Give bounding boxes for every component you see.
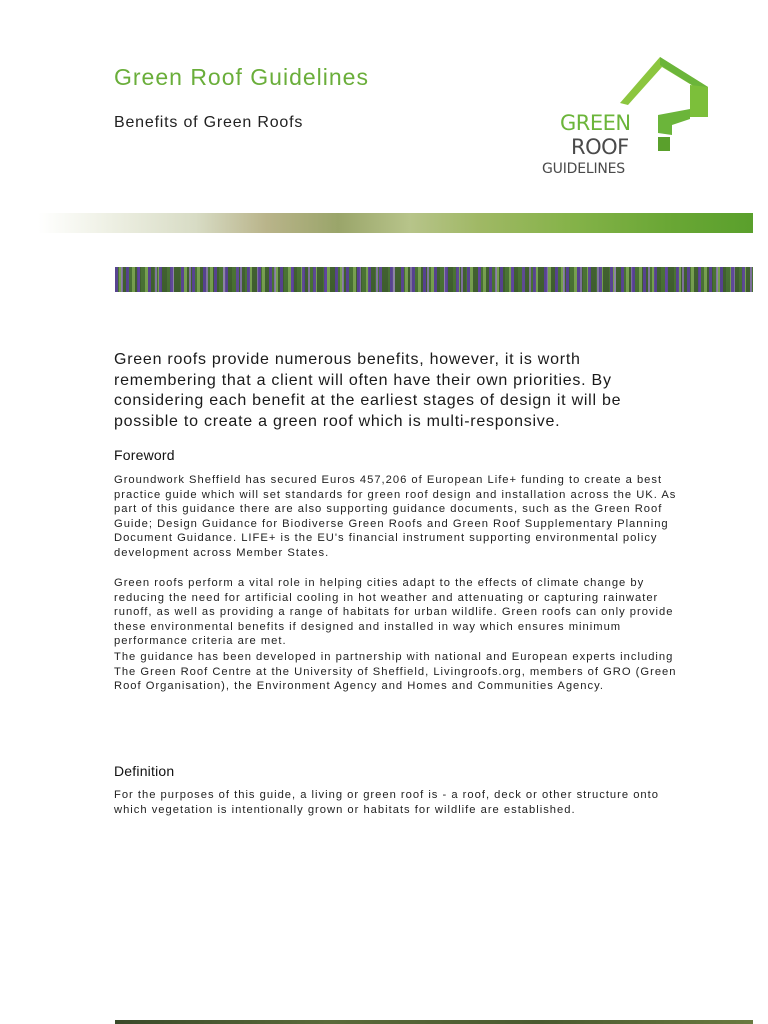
definition-paragraph: For the purposes of this guide, a living or green roof is - a roof, deck or other structure onto which vegetation is intentionally grown or habitats for wildlife are established. <box>114 789 659 816</box>
document-subtitle: Benefits of Green Roofs <box>114 114 304 131</box>
foreword-paragraph-1: Groundwork Sheffield has secured Euros 457,206 of European Life+ funding to create a best practice guide which will set standards for green roof design and installation across the UK. As part of this guidance there are also supporting guidance documents, such as the Green Roof Guide; Design Guidance for Biodiverse Green Roofs and Green Roof Supplementary Planning Document Guidance. LIFE+ is the EU's financial instrument supporting environmental policy development across Member States. <box>114 474 677 559</box>
footer-photo-strip <box>115 1020 753 1024</box>
logo-line-roof: ROOF <box>571 135 629 159</box>
foreword-heading: Foreword <box>114 447 175 463</box>
definition-heading: Definition <box>114 763 175 779</box>
header-gradient-banner <box>38 213 753 233</box>
intro-paragraph: Green roofs provide numerous benefits, however, it is worth remembering that a client will often have their own priorities. By considering each benefit at the earliest stages of design it will be possible to create a green roof which is multi-responsive. <box>114 351 622 430</box>
foreword-paragraph-3: The guidance has been developed in partnership with national and European experts including The Green Roof Centre at the University of Sheffield, Livingroofs.org, members of GRO (Green Roof Organisation), the Environment Agency and Homes and Communities Agency. <box>114 651 677 693</box>
document-title: Green Roof Guidelines <box>114 64 369 90</box>
foreword-paragraph-2: Green roofs perform a vital role in helping cities adapt to the effects of climate change by reducing the need for artificial cooling in hot weather and attenuating or capturing rainwater runoff, as well as providing a range of habitats for urban wildlife. Green roofs can only provide these environmental benefits if designed and installed in way which ensures minimum performance criteria are met. <box>114 577 674 648</box>
wildflower-photo-strip <box>115 267 753 292</box>
logo-line-guidelines: GUIDELINES <box>542 161 625 177</box>
green-roof-guidelines-logo <box>540 55 715 180</box>
logo-line-green: GREEN <box>560 111 631 135</box>
